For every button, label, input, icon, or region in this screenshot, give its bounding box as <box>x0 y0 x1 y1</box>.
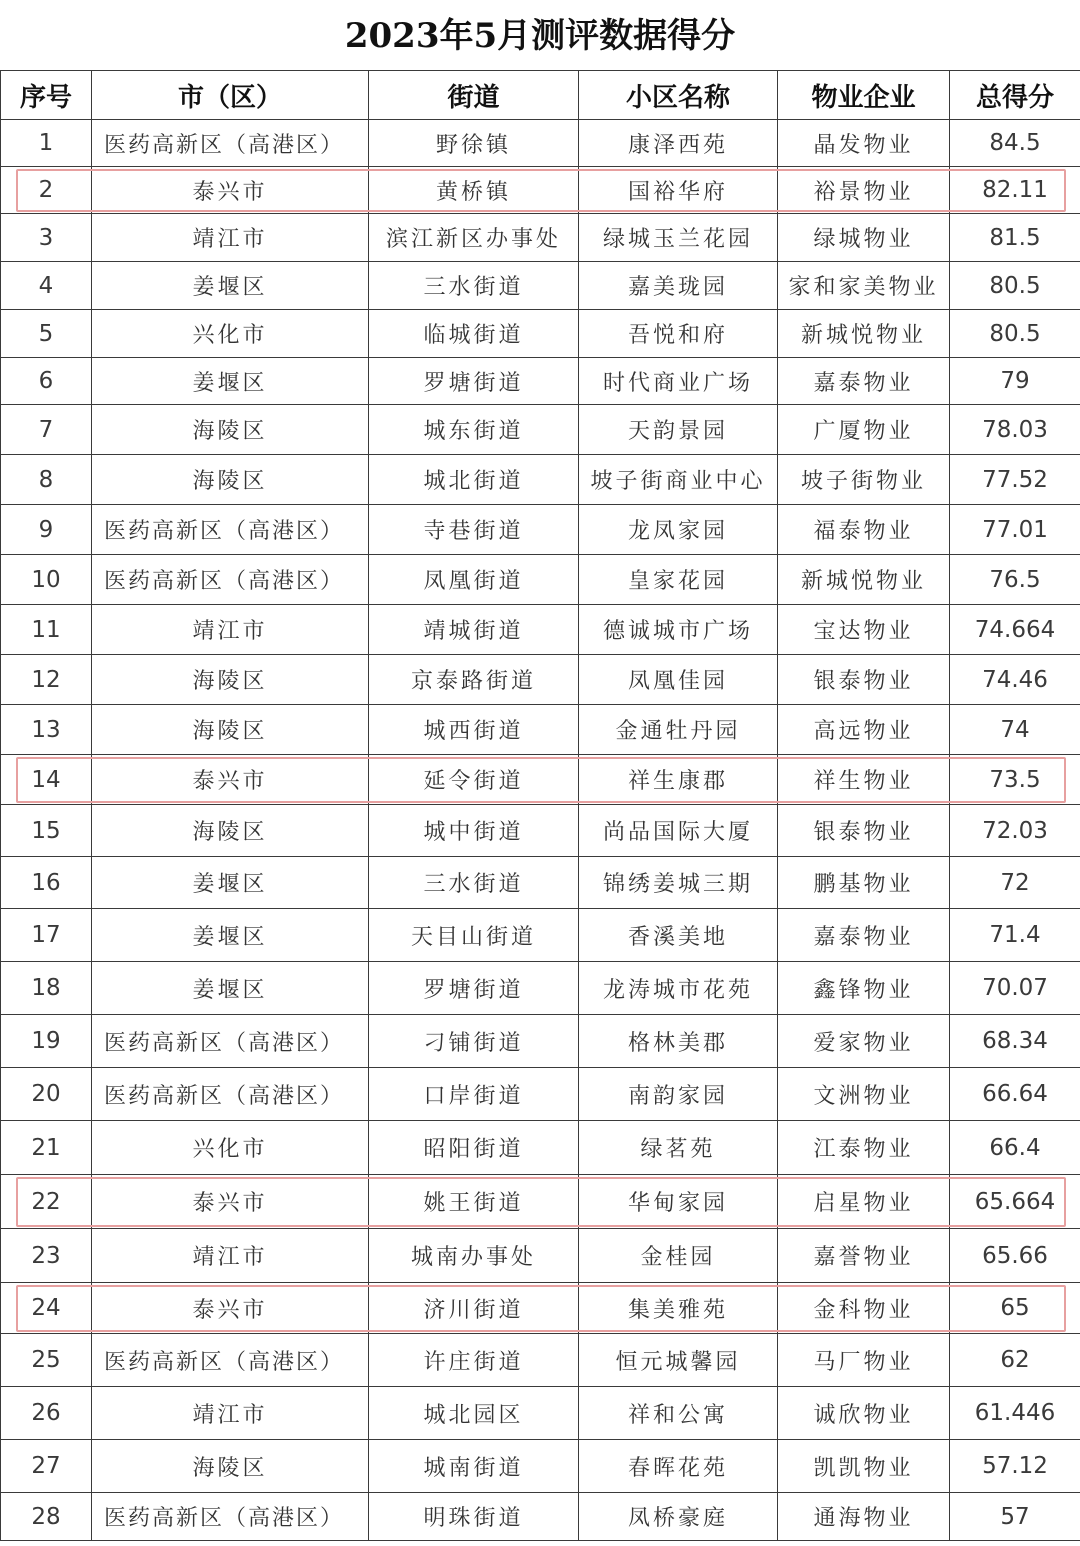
row-street: 临城街道 <box>369 310 579 358</box>
row-index: 14 <box>1 755 92 805</box>
row-street: 城中街道 <box>369 805 579 857</box>
row-district: 医药高新区（高港区） <box>92 505 369 555</box>
row-community: 尚品国际大厦 <box>579 805 778 857</box>
row-street: 济川街道 <box>369 1283 579 1334</box>
row-total-score: 65.664 <box>950 1175 1080 1229</box>
row-index: 2 <box>1 167 92 214</box>
row-total-score: 66.64 <box>950 1068 1080 1121</box>
row-property-company: 祥生物业 <box>778 755 950 805</box>
row-district: 海陵区 <box>92 705 369 755</box>
table-row <box>1 909 1080 962</box>
row-district: 医药高新区（高港区） <box>92 120 369 167</box>
row-total-score: 72 <box>950 857 1080 909</box>
row-index: 7 <box>1 405 92 455</box>
row-index: 23 <box>1 1229 92 1283</box>
row-total-score: 72.03 <box>950 805 1080 857</box>
row-community: 德诚城市广场 <box>579 605 778 655</box>
header-community: 小区名称 <box>579 71 778 120</box>
row-street: 罗塘街道 <box>369 358 579 405</box>
row-total-score: 65.66 <box>950 1229 1080 1283</box>
row-property-company: 爱家物业 <box>778 1015 950 1068</box>
row-district: 兴化市 <box>92 310 369 358</box>
header-district: 市（区） <box>92 71 369 120</box>
row-property-company: 银泰物业 <box>778 805 950 857</box>
row-district: 海陵区 <box>92 655 369 705</box>
row-total-score: 68.34 <box>950 1015 1080 1068</box>
row-total-score: 82.11 <box>950 167 1080 214</box>
row-index: 19 <box>1 1015 92 1068</box>
row-district: 姜堰区 <box>92 262 369 310</box>
row-property-company: 嘉誉物业 <box>778 1229 950 1283</box>
row-street: 野徐镇 <box>369 120 579 167</box>
table-row <box>1 555 1080 605</box>
row-property-company: 广厦物业 <box>778 405 950 455</box>
row-property-company: 鹏基物业 <box>778 857 950 909</box>
page-title: 2023年5月测评数据得分 <box>344 16 736 56</box>
row-index: 1 <box>1 120 92 167</box>
table-row <box>1 755 1080 805</box>
row-index: 25 <box>1 1334 92 1387</box>
row-property-company: 通海物业 <box>778 1493 950 1541</box>
row-property-company: 江泰物业 <box>778 1121 950 1175</box>
row-total-score: 78.03 <box>950 405 1080 455</box>
row-property-company: 宝达物业 <box>778 605 950 655</box>
row-district: 医药高新区（高港区） <box>92 1068 369 1121</box>
table-row <box>1 358 1080 405</box>
row-street: 三水街道 <box>369 262 579 310</box>
row-index: 12 <box>1 655 92 705</box>
row-street: 口岸街道 <box>369 1068 579 1121</box>
row-index: 13 <box>1 705 92 755</box>
table-row <box>1 1175 1080 1229</box>
row-street: 寺巷街道 <box>369 505 579 555</box>
row-total-score: 66.4 <box>950 1121 1080 1175</box>
table-row <box>1 655 1080 705</box>
row-total-score: 77.52 <box>950 455 1080 505</box>
table-row <box>1 405 1080 455</box>
row-district: 海陵区 <box>92 805 369 857</box>
row-community: 嘉美珑园 <box>579 262 778 310</box>
table-row <box>1 120 1080 167</box>
row-district: 姜堰区 <box>92 857 369 909</box>
row-street: 姚王街道 <box>369 1175 579 1229</box>
row-community: 绿城玉兰花园 <box>579 214 778 262</box>
table-row <box>1 1229 1080 1283</box>
row-community: 春晖花苑 <box>579 1440 778 1493</box>
row-street: 京泰路街道 <box>369 655 579 705</box>
row-district: 靖江市 <box>92 1229 369 1283</box>
row-district: 姜堰区 <box>92 358 369 405</box>
row-index: 20 <box>1 1068 92 1121</box>
row-index: 24 <box>1 1283 92 1334</box>
row-index: 16 <box>1 857 92 909</box>
row-district: 泰兴市 <box>92 755 369 805</box>
row-community: 国裕华府 <box>579 167 778 214</box>
row-community: 凤凰佳园 <box>579 655 778 705</box>
row-district: 姜堰区 <box>92 962 369 1015</box>
row-total-score: 74 <box>950 705 1080 755</box>
row-street: 黄桥镇 <box>369 167 579 214</box>
row-property-company: 银泰物业 <box>778 655 950 705</box>
row-community: 凤桥豪庭 <box>579 1493 778 1541</box>
row-street: 天目山街道 <box>369 909 579 962</box>
header-row <box>1 71 1080 120</box>
row-community: 龙凤家园 <box>579 505 778 555</box>
row-district: 姜堰区 <box>92 909 369 962</box>
row-index: 9 <box>1 505 92 555</box>
row-street: 城北街道 <box>369 455 579 505</box>
row-district: 医药高新区（高港区） <box>92 555 369 605</box>
table-row <box>1 167 1080 214</box>
row-community: 时代商业广场 <box>579 358 778 405</box>
table-row <box>1 214 1080 262</box>
row-index: 22 <box>1 1175 92 1229</box>
row-property-company: 家和家美物业 <box>778 262 950 310</box>
row-property-company: 文洲物业 <box>778 1068 950 1121</box>
header-index: 序号 <box>1 71 92 120</box>
row-community: 金通牡丹园 <box>579 705 778 755</box>
row-property-company: 新城悦物业 <box>778 555 950 605</box>
row-community: 恒元城馨园 <box>579 1334 778 1387</box>
header-property-company: 物业企业 <box>778 71 950 120</box>
row-index: 18 <box>1 962 92 1015</box>
table-row <box>1 705 1080 755</box>
table-row <box>1 505 1080 555</box>
table-row <box>1 1015 1080 1068</box>
row-district: 医药高新区（高港区） <box>92 1015 369 1068</box>
row-total-score: 74.664 <box>950 605 1080 655</box>
row-street: 三水街道 <box>369 857 579 909</box>
row-community: 南韵家园 <box>579 1068 778 1121</box>
row-street: 靖城街道 <box>369 605 579 655</box>
row-street: 许庄街道 <box>369 1334 579 1387</box>
row-property-company: 裕景物业 <box>778 167 950 214</box>
row-index: 27 <box>1 1440 92 1493</box>
row-community: 集美雅苑 <box>579 1283 778 1334</box>
row-property-company: 绿城物业 <box>778 214 950 262</box>
row-property-company: 福泰物业 <box>778 505 950 555</box>
row-index: 6 <box>1 358 92 405</box>
row-street: 滨江新区办事处 <box>369 214 579 262</box>
row-district: 海陵区 <box>92 1440 369 1493</box>
row-index: 15 <box>1 805 92 857</box>
table-row <box>1 310 1080 358</box>
row-property-company: 鑫锋物业 <box>778 962 950 1015</box>
row-property-company: 金科物业 <box>778 1283 950 1334</box>
row-property-company: 坡子街物业 <box>778 455 950 505</box>
row-total-score: 80.5 <box>950 262 1080 310</box>
row-community: 坡子街商业中心 <box>579 455 778 505</box>
row-district: 医药高新区（高港区） <box>92 1493 369 1541</box>
row-property-company: 启星物业 <box>778 1175 950 1229</box>
row-property-company: 马厂物业 <box>778 1334 950 1387</box>
table-row <box>1 857 1080 909</box>
row-street: 昭阳街道 <box>369 1121 579 1175</box>
row-street: 明珠街道 <box>369 1493 579 1541</box>
row-total-score: 79 <box>950 358 1080 405</box>
row-community: 绿茗苑 <box>579 1121 778 1175</box>
row-district: 兴化市 <box>92 1121 369 1175</box>
row-total-score: 61.446 <box>950 1387 1080 1440</box>
table-row <box>1 1440 1080 1493</box>
row-total-score: 65 <box>950 1283 1080 1334</box>
row-total-score: 81.5 <box>950 214 1080 262</box>
row-total-score: 57 <box>950 1493 1080 1541</box>
row-total-score: 74.46 <box>950 655 1080 705</box>
row-district: 靖江市 <box>92 1387 369 1440</box>
row-community: 天韵景园 <box>579 405 778 455</box>
row-community: 格林美郡 <box>579 1015 778 1068</box>
row-street: 城西街道 <box>369 705 579 755</box>
row-street: 城南办事处 <box>369 1229 579 1283</box>
table-row <box>1 962 1080 1015</box>
row-total-score: 76.5 <box>950 555 1080 605</box>
header-street: 街道 <box>369 71 579 120</box>
row-index: 28 <box>1 1493 92 1541</box>
row-district: 海陵区 <box>92 455 369 505</box>
row-total-score: 77.01 <box>950 505 1080 555</box>
row-district: 海陵区 <box>92 405 369 455</box>
row-property-company: 凯凯物业 <box>778 1440 950 1493</box>
row-street: 城东街道 <box>369 405 579 455</box>
row-street: 凤凰街道 <box>369 555 579 605</box>
row-district: 医药高新区（高港区） <box>92 1334 369 1387</box>
row-street: 刁铺街道 <box>369 1015 579 1068</box>
row-property-company: 嘉泰物业 <box>778 358 950 405</box>
row-community: 香溪美地 <box>579 909 778 962</box>
row-total-score: 71.4 <box>950 909 1080 962</box>
row-community: 康泽西苑 <box>579 120 778 167</box>
row-index: 3 <box>1 214 92 262</box>
row-total-score: 57.12 <box>950 1440 1080 1493</box>
table-row <box>1 1387 1080 1440</box>
row-property-company: 高远物业 <box>778 705 950 755</box>
header-total-score: 总得分 <box>950 71 1080 120</box>
table-row <box>1 1121 1080 1175</box>
row-total-score: 73.5 <box>950 755 1080 805</box>
row-street: 城北园区 <box>369 1387 579 1440</box>
row-index: 10 <box>1 555 92 605</box>
row-index: 8 <box>1 455 92 505</box>
table-row <box>1 1334 1080 1387</box>
row-property-company: 晶发物业 <box>778 120 950 167</box>
row-index: 4 <box>1 262 92 310</box>
row-street: 延令街道 <box>369 755 579 805</box>
table-row <box>1 455 1080 505</box>
table-row <box>1 1283 1080 1334</box>
table-row <box>1 262 1080 310</box>
row-street: 罗塘街道 <box>369 962 579 1015</box>
row-property-company: 新城悦物业 <box>778 310 950 358</box>
row-district: 泰兴市 <box>92 167 369 214</box>
row-district: 靖江市 <box>92 214 369 262</box>
row-property-company: 嘉泰物业 <box>778 909 950 962</box>
table-row <box>1 1493 1080 1541</box>
row-street: 城南街道 <box>369 1440 579 1493</box>
table-row <box>1 1068 1080 1121</box>
row-total-score: 84.5 <box>950 120 1080 167</box>
score-table <box>0 70 1080 1541</box>
row-total-score: 80.5 <box>950 310 1080 358</box>
row-district: 泰兴市 <box>92 1175 369 1229</box>
row-community: 祥生康郡 <box>579 755 778 805</box>
table-row <box>1 805 1080 857</box>
row-community: 皇家花园 <box>579 555 778 605</box>
row-property-company: 诚欣物业 <box>778 1387 950 1440</box>
row-community: 华甸家园 <box>579 1175 778 1229</box>
row-index: 11 <box>1 605 92 655</box>
row-index: 5 <box>1 310 92 358</box>
row-community: 金桂园 <box>579 1229 778 1283</box>
table-row <box>1 605 1080 655</box>
row-district: 泰兴市 <box>92 1283 369 1334</box>
row-community: 锦绣姜城三期 <box>579 857 778 909</box>
row-index: 21 <box>1 1121 92 1175</box>
row-community: 祥和公寓 <box>579 1387 778 1440</box>
row-total-score: 62 <box>950 1334 1080 1387</box>
row-total-score: 70.07 <box>950 962 1080 1015</box>
row-community: 龙涛城市花苑 <box>579 962 778 1015</box>
row-index: 17 <box>1 909 92 962</box>
row-community: 吾悦和府 <box>579 310 778 358</box>
row-district: 靖江市 <box>92 605 369 655</box>
row-index: 26 <box>1 1387 92 1440</box>
